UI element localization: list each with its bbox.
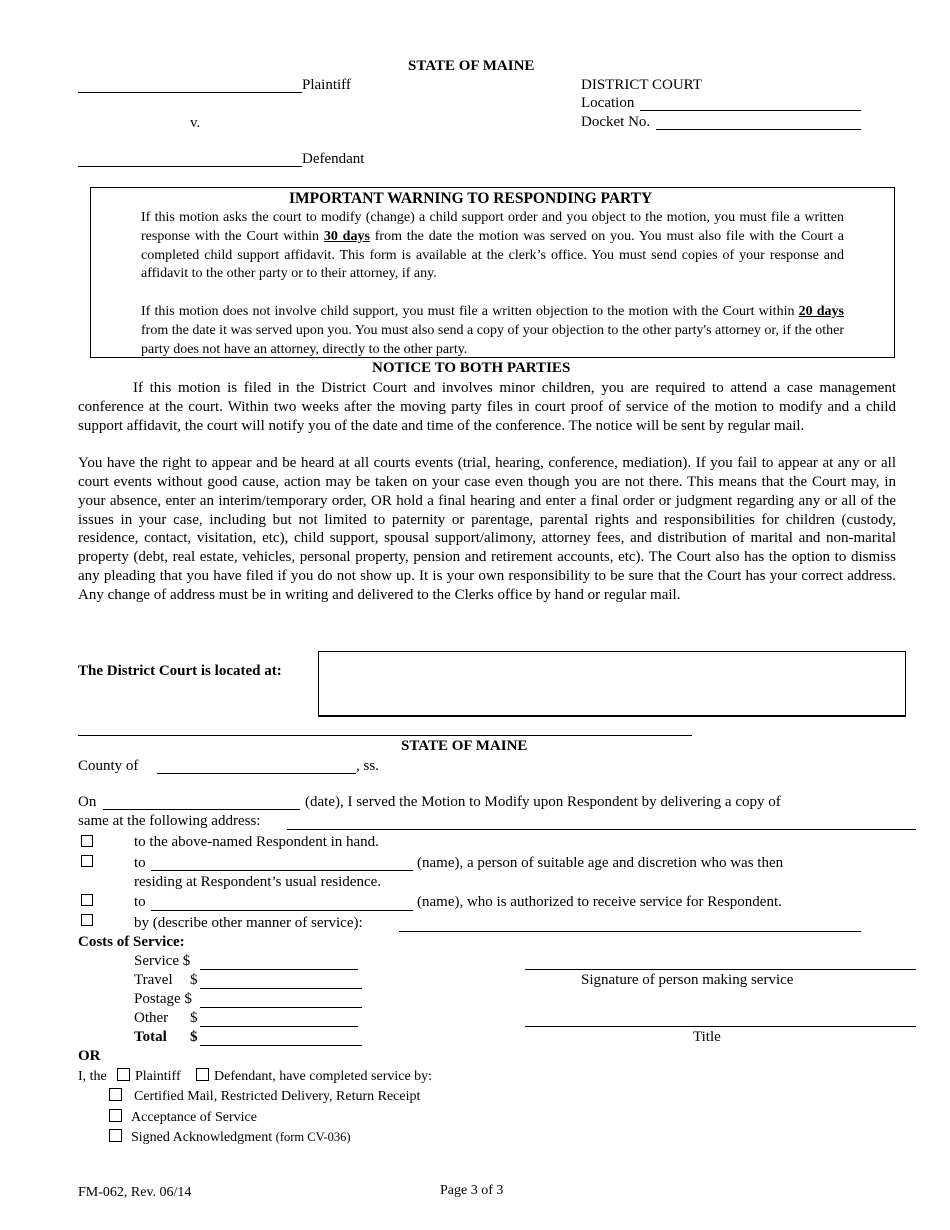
plaintiff-name-line[interactable] — [78, 92, 302, 93]
location-label: Location — [581, 95, 635, 111]
option-authorized-text: (name), who is authorized to receive service for Respondent. — [417, 894, 782, 910]
notice-paragraph-1: If this motion is filed in the District Court and involves minor children, you are required to attend a case management conference at the court. Within two weeks after the moving party files in court proof of service of the motion to modify and a child support affidavit, the court will notify you of the date and time of the conference. The notice will be sent by regular mail. — [78, 380, 896, 434]
section-divider — [78, 735, 692, 736]
county-line[interactable] — [157, 773, 356, 774]
cost-other-line[interactable] — [200, 1026, 358, 1027]
cost-travel-line[interactable] — [200, 988, 362, 989]
form-id: FM-062, Rev. 06/14 — [78, 1185, 192, 1200]
title-line[interactable] — [525, 1026, 916, 1027]
warning-text — [141, 209, 844, 359]
warning-paragraph-2: If this motion does not involve child support, you must file a written objection to the motion with the Court within 20 days from the date it was served upon you. You must also send a copy of your objection to the other party's attorney or, if the other party does not have an attorney, directly to the other party. — [141, 303, 844, 357]
cost-service-line[interactable] — [200, 969, 358, 970]
defendant-name-line[interactable] — [78, 166, 302, 167]
certified-mail-checkbox[interactable] — [109, 1088, 122, 1101]
option-other-checkbox[interactable] — [81, 914, 93, 926]
location-line[interactable] — [640, 110, 861, 111]
signature-label: Signature of person making service — [581, 972, 794, 988]
plaintiff-label: Plaintiff — [302, 77, 351, 93]
court-location-box[interactable] — [318, 651, 906, 717]
cost-total-line[interactable] — [200, 1045, 362, 1046]
acknowledgment-label: Signed Acknowledgment (form CV-036) — [131, 1130, 351, 1145]
state-title: STATE OF MAINE — [408, 58, 535, 74]
i-the-label: I, the — [78, 1069, 107, 1084]
court-location-label: The District Court is located at: — [78, 663, 282, 679]
costs-title: Costs of Service: — [78, 934, 185, 950]
signature-line[interactable] — [525, 969, 916, 970]
option-authorized-to: to — [134, 894, 146, 910]
acceptance-checkbox[interactable] — [109, 1109, 122, 1122]
option-in-hand-checkbox[interactable] — [81, 835, 93, 847]
cost-travel-dollar: $ — [190, 972, 198, 988]
docket-label: Docket No. — [581, 114, 651, 130]
option-other-label: by (describe other manner of service): — [134, 915, 363, 931]
option-authorized-checkbox[interactable] — [81, 894, 93, 906]
alt-defendant-checkbox[interactable] — [196, 1068, 209, 1081]
cost-postage-label: Postage $ — [134, 991, 192, 1007]
defendant-label: Defendant — [302, 151, 365, 167]
court-name: DISTRICT COURT — [581, 77, 702, 93]
notice-paragraph-2: You have the right to appear and be heard at all courts events (trial, hearing, conference, mediation). If you fail to appear at any or all court events without good cause, action may be taken on your case even though you are not there. This means that the Court may, in your absence, enter an interim/temporary order, OR hold a final hearing and enter a final order or judgment regarding any or all of the issues in your case, including but not limited to paternity or parentage, parental rights and responsibilities for children (custody, residence, contact, visitation, etc), child support, spousal support/alimony, attorney fees, and distribution of marital and non-marital property (debt, real estate, vehicles, personal property, pension and retirement accounts, etc). The Court also has the option to dismiss any pleading that you have filed if you do not show up. It is your own responsibility to be sure that the Court has your correct address. Any change of address must be in writing and delivered to the Clerks office by hand or regular mail. — [78, 455, 896, 603]
option-residence-text: (name), a person of suitable age and discretion who was then — [417, 855, 784, 871]
or-label: OR — [78, 1048, 101, 1064]
cost-postage-line[interactable] — [200, 1007, 362, 1008]
address-label: same at the following address: — [78, 813, 261, 829]
acknowledgment-form-note: (form CV-036) — [275, 1130, 351, 1144]
warning-paragraph-1: If this motion asks the court to modify (change) a child support order and you object to the motion, you must file a written response with the Court within 30 days from the date the motion was served on you. You must also file with the Court a completed child support affidavit. This form is available at the clerk’s office. You must send copies of your response and affidavit to the other party or to their attorney, if any. — [141, 210, 845, 282]
cost-other-dollar: $ — [190, 1010, 198, 1026]
cost-total-label: Total — [134, 1029, 167, 1045]
alt-defendant-label: Defendant, have completed service by: — [214, 1069, 433, 1084]
alt-plaintiff-label: Plaintiff — [135, 1069, 181, 1084]
alt-plaintiff-checkbox[interactable] — [117, 1068, 130, 1081]
page-number: Page 3 of 3 — [440, 1183, 504, 1198]
county-label: County of — [78, 758, 139, 774]
residence-name-line[interactable] — [151, 870, 413, 871]
cost-service-label: Service $ — [134, 953, 191, 969]
certified-mail-label: Certified Mail, Restricted Delivery, Return Receipt — [134, 1089, 421, 1104]
service-date-line[interactable] — [103, 809, 300, 810]
notice-title: NOTICE TO BOTH PARTIES — [372, 360, 571, 376]
option-in-hand-label: to the above-named Respondent in hand. — [134, 834, 379, 850]
cost-total-dollar: $ — [190, 1029, 198, 1045]
other-manner-line[interactable] — [399, 931, 861, 932]
option-residence-checkbox[interactable] — [81, 855, 93, 867]
address-line[interactable] — [287, 829, 916, 830]
notice-text — [78, 379, 896, 605]
option-residence-line2: residing at Respondent’s usual residence. — [134, 874, 382, 890]
cost-other-label: Other — [134, 1010, 169, 1026]
acknowledgment-checkbox[interactable] — [109, 1129, 122, 1142]
cost-travel-label: Travel — [134, 972, 173, 988]
docket-line[interactable] — [656, 129, 861, 130]
acceptance-label: Acceptance of Service — [131, 1110, 257, 1125]
authorized-name-line[interactable] — [151, 910, 413, 911]
ss-label: , ss. — [356, 758, 379, 774]
on-label: On — [78, 794, 97, 810]
served-text: (date), I served the Motion to Modify upon Respondent by delivering a copy of — [305, 794, 781, 810]
title-label: Title — [693, 1029, 721, 1045]
option-residence-to: to — [134, 855, 146, 871]
warning-title: IMPORTANT WARNING TO RESPONDING PARTY — [289, 190, 653, 207]
versus-label: v. — [190, 115, 201, 131]
service-state-title: STATE OF MAINE — [401, 738, 528, 754]
